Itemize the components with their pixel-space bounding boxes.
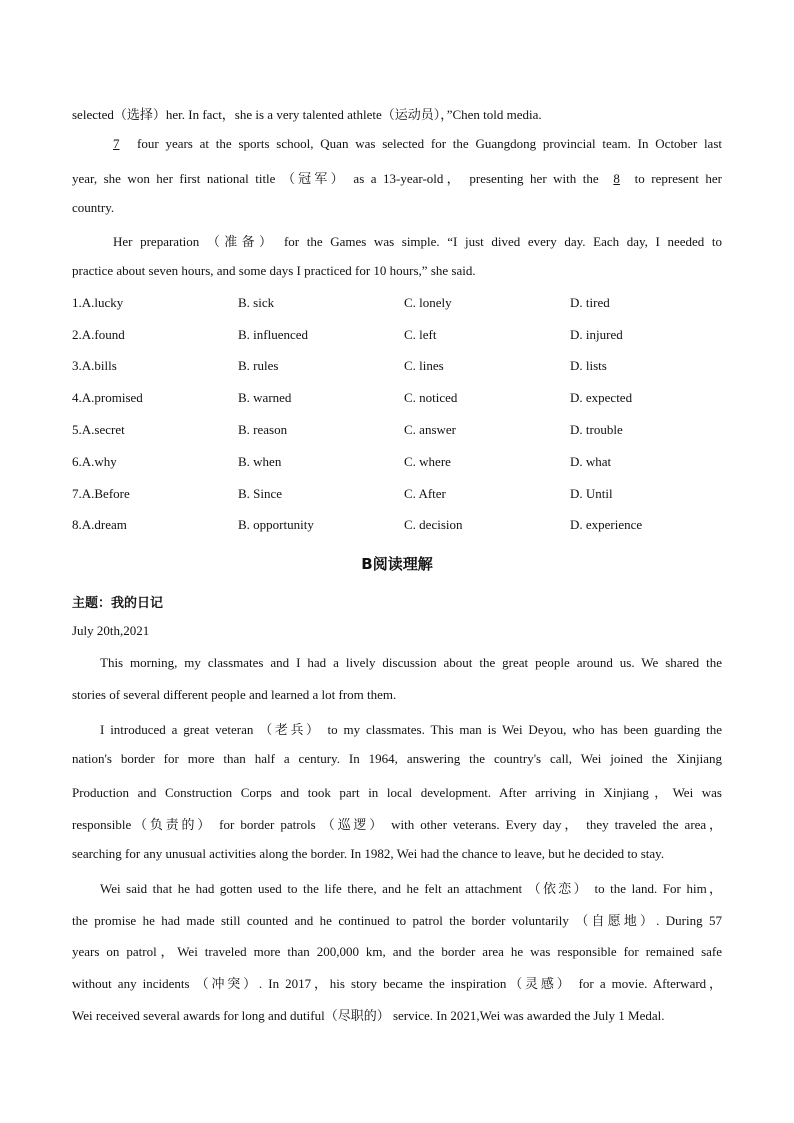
option-d: D. lists	[570, 358, 607, 373]
option-d: D. tired	[570, 295, 610, 310]
option-c: C. decision	[404, 517, 463, 532]
option-a: 4.A.promised	[72, 390, 143, 405]
passage-text: to represent her	[634, 171, 723, 186]
passage-line: the promise he had made still counted and he continued to patrol the border voluntarily （自愿地）. During 57	[72, 913, 722, 928]
option-a: 7.A.Before	[72, 486, 130, 501]
option-b: B. Since	[238, 486, 283, 501]
passage-text: year, she won her first national title （冠军） as a 13-year-old， presenting her with the	[72, 171, 599, 186]
option-d: D. expected	[570, 390, 633, 405]
option-a: 8.A.dream	[72, 517, 127, 532]
passage-line	[72, 168, 722, 187]
diary-date: July 20th,2021	[72, 623, 150, 638]
passage-line: selected（选择）her. In fact，she is a very talented athlete（运动员），”Chen told media.	[72, 107, 542, 122]
option-a: 1.A.lucky	[72, 295, 124, 310]
option-d: D. trouble	[570, 422, 623, 437]
option-b: B. warned	[238, 390, 292, 405]
option-c: C. After	[404, 486, 446, 501]
passage-line: years on patrol，Wei traveled more than 200,000 km, and the border area he was responsible for remained safe	[72, 944, 722, 959]
option-c: C. noticed	[404, 390, 458, 405]
option-b: B. rules	[238, 358, 279, 373]
option-c: C. left	[404, 327, 437, 342]
option-a: 5.A.secret	[72, 422, 125, 437]
passage-line: country.	[72, 200, 115, 215]
passage-line: stories of several different people and learned a lot from them.	[72, 687, 397, 702]
option-a: 2.A.found	[72, 327, 125, 342]
option-b: B. reason	[238, 422, 288, 437]
option-c: C. answer	[404, 422, 456, 437]
option-a: 3.A.bills	[72, 358, 117, 373]
passage-line: nation's border for more than half a century. In 1964, answering the country's call, Wei joined the Xinjiang	[72, 751, 722, 766]
option-c: C. where	[404, 454, 451, 469]
option-a: 6.A.why	[72, 454, 117, 469]
passage-line: searching for any unusual activities along the border. In 1982, Wei had the chance to leave, but he decided to stay.	[72, 846, 665, 861]
option-b: B. when	[238, 454, 282, 469]
passage-line: I introduced a great veteran （老兵） to my classmates. This man is Wei Deyou, who has been guarding the	[100, 722, 722, 737]
passage-line: responsible（负责的） for border patrols （巡逻） with other veterans. Every day， they traveled the area，	[72, 817, 722, 832]
option-d: D. injured	[570, 327, 623, 342]
passage-line: practice about seven hours, and some days I practiced for 10 hours,” she said.	[72, 263, 476, 278]
passage-line: This morning, my classmates and I had a lively discussion about the great people around us. We shared the	[100, 655, 722, 670]
option-b: B. influenced	[238, 327, 309, 342]
passage-line: Wei received several awards for long and dutiful（尽职的） service. In 2021,Wei was awarded the July 1 Medal.	[72, 1008, 665, 1023]
blank-7: 7	[113, 136, 120, 151]
option-c: C. lonely	[404, 295, 452, 310]
blank-8: 8	[613, 171, 620, 186]
passage-line: without any incidents （冲突）. In 2017，his story became the inspiration（灵感） for a movie. Afterward，	[72, 976, 722, 991]
passage-line: Wei said that he had gotten used to the life there, and he felt an attachment （依恋） to the land. For him，	[100, 881, 722, 896]
option-d: D. experience	[570, 517, 643, 532]
option-b: B. opportunity	[238, 517, 314, 532]
passage-line: Production and Construction Corps and took part in local development. After arriving in Xinjiang，Wei was	[72, 785, 722, 800]
section-heading: B阅读理解	[361, 555, 433, 573]
passage-line: Her preparation （准备） for the Games was simple. “I just dived every day. Each day, I needed to	[113, 234, 722, 249]
option-b: B. sick	[238, 295, 275, 310]
topic-title: 主题：我的日记	[72, 596, 164, 611]
option-d: D. Until	[570, 486, 613, 501]
passage-line	[113, 136, 722, 152]
passage-text: four years at the sports school, Quan was selected for the Guangdong provincial team. In October last	[137, 136, 722, 151]
option-d: D. what	[570, 454, 612, 469]
option-c: C. lines	[404, 358, 444, 373]
